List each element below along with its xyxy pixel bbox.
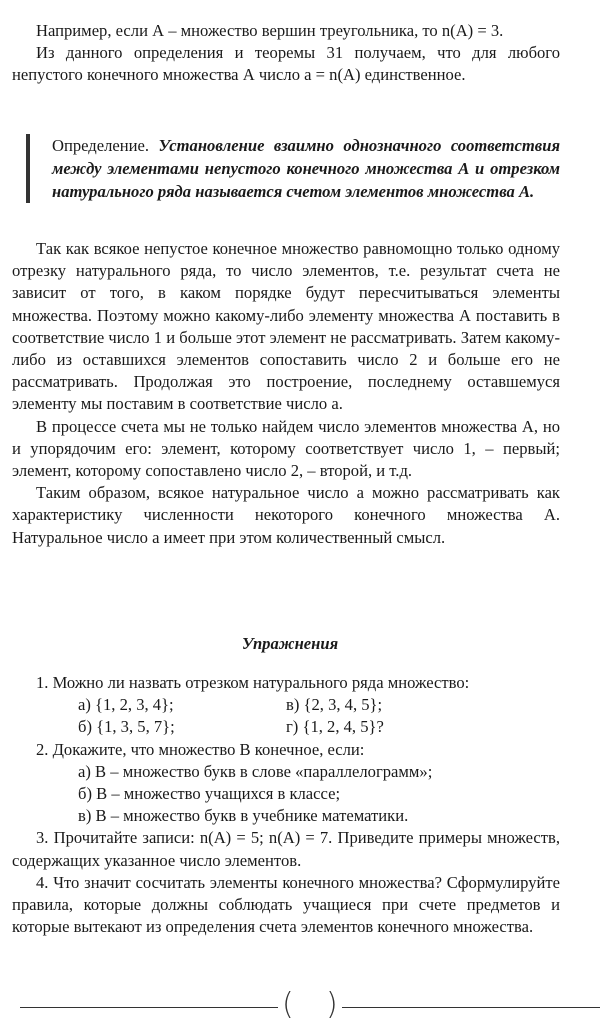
exercise-1-option-b: б) {1, 3, 5, 7}; [78, 717, 175, 737]
exercises-list [12, 672, 560, 938]
definition-label: Определение. [52, 136, 159, 155]
paragraph-order: В процессе счета мы не только найдем число элементов множества А, но и упорядочим его: элемент, которому соответствует число 1, – первый; элемент, которому сопоставлено число 2, – второй, и т.д. [12, 416, 560, 481]
exercise-1-option-v: в) {2, 3, 4, 5}; [286, 695, 383, 715]
exercise-4: 4. Что значит сосчитать элементы конечного множества? Сформулируйте правила, которые должны соблюдать учащиеся при счете предметов и которые вытекают из определения счета элементов конечного множества. [12, 872, 560, 937]
exercise-1-options-row-2 [12, 716, 560, 738]
exercise-2: 2. Докажите, что множество В конечное, если: [36, 739, 365, 759]
footer-rule-left [20, 1007, 278, 1008]
intro-block [12, 20, 560, 87]
exercise-1-options-row-1 [12, 694, 560, 716]
paragraph-example: Например, если А – множество вершин треугольника, то n(А) = 3. [36, 21, 504, 40]
exercise-2-option-v: в) В – множество букв в учебнике математики. [78, 806, 409, 826]
definition-text: Установление взаимно однозначного соответствия между элементами непустого конечного множества А и отрезком натурального ряда называется счетом элементов множества А. [52, 136, 561, 201]
page-number-bracket-right: ) [326, 987, 338, 1022]
exercise-2-option-a: а) В – множество букв в слове «параллелограмм»; [78, 761, 433, 781]
exercise-1: 1. Можно ли назвать отрезком натурального ряда множество: [36, 673, 470, 692]
definition-box [26, 134, 560, 203]
page-number-bracket-left: ( [282, 987, 294, 1022]
main-text-block [12, 238, 560, 549]
exercise-2-option-b: б) В – множество учащихся в классе; [78, 784, 341, 804]
footer-rule-right [342, 1007, 600, 1008]
exercise-1-option-g: г) {1, 2, 4, 5}? [286, 717, 384, 737]
exercises-heading: Упражнения [241, 634, 339, 653]
paragraph-conclusion: Таким образом, всякое натуральное число а можно рассматривать как характеристику численности некоторого конечного множества А. Натуральное число а имеет при этом количественный смысл. [12, 483, 560, 547]
exercise-1-option-a: а) {1, 2, 3, 4}; [78, 695, 174, 715]
paragraph-counting: Так как всякое непустое конечное множество равномощно только одному отрезку натурального ряда, то число элементов, т.е. результат счета не зависит от того, в каком порядке будут пересчитываться элементы множества. Поэтому можно какому-либо элементу множества А поставить в соответствие число 1 и больше этот элемент не рассматривать. Затем какому-либо из оставшихся элементов сопоставить число 2 и больше его не рассматривать. Продолжая это построение, последнему оставшемуся элементу мы поставим в соответствие число а. [12, 239, 560, 414]
exercise-3: 3. Прочитайте записи: n(А) = 5; n(А) = 7. Приведите примеры множеств, содержащих указанное число элементов. [12, 828, 560, 870]
paragraph-theorem-consequence: Из данного определения и теоремы 31 получаем, что для любого непустого конечного множества А число а = n(А) единственное. [12, 43, 560, 85]
